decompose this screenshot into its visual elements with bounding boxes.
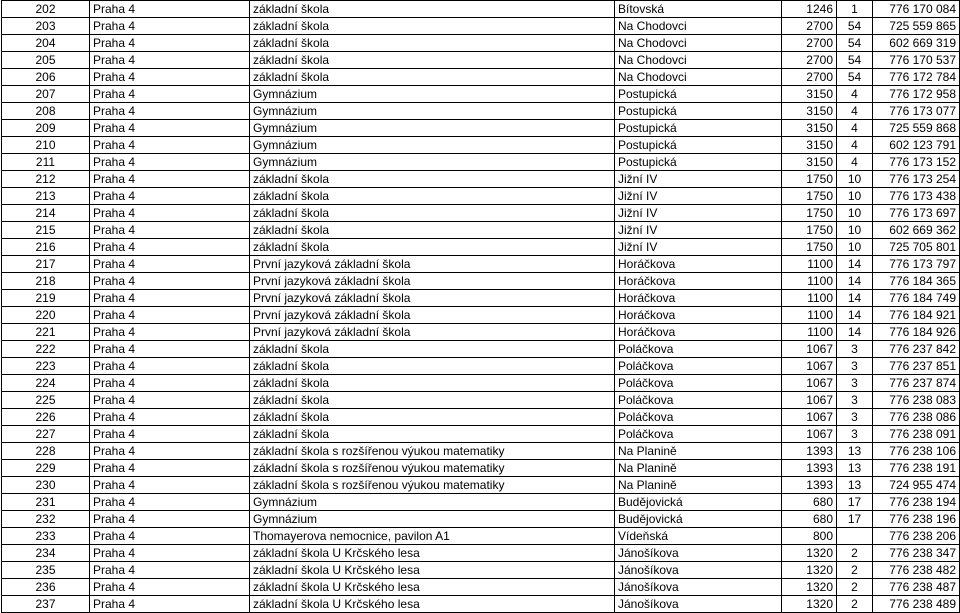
orientation-number-cell: 13: [837, 477, 873, 494]
house-number-cell: 1750: [782, 171, 837, 188]
institution-cell: základní škola s rozšířenou výukou matematiky: [250, 460, 615, 477]
institution-cell: základní škola: [250, 69, 615, 86]
row-id-cell: 215: [2, 222, 90, 239]
street-cell: Jánošíkova: [615, 562, 782, 579]
city-cell: Praha 4: [90, 205, 250, 222]
street-cell: Jižní IV: [615, 239, 782, 256]
house-number-cell: 1067: [782, 375, 837, 392]
city-cell: Praha 4: [90, 52, 250, 69]
house-number-cell: 1750: [782, 222, 837, 239]
table-row: [2, 273, 960, 290]
street-cell: Na Chodovci: [615, 69, 782, 86]
street-cell: Horáčkova: [615, 307, 782, 324]
house-number-cell: 2700: [782, 69, 837, 86]
row-id-cell: 227: [2, 426, 90, 443]
phone-cell: 776 173 438: [873, 188, 960, 205]
institution-cell: základní škola: [250, 341, 615, 358]
street-cell: Jánošíkova: [615, 545, 782, 562]
street-cell: Jižní IV: [615, 222, 782, 239]
table-row: [2, 290, 960, 307]
orientation-number-cell: 3: [837, 375, 873, 392]
orientation-number-cell: 2: [837, 545, 873, 562]
institution-cell: základní škola: [250, 18, 615, 35]
institution-cell: První jazyková základní škola: [250, 256, 615, 273]
row-id-cell: 235: [2, 562, 90, 579]
table-row: [2, 1, 960, 18]
phone-cell: 776 172 784: [873, 69, 960, 86]
phone-cell: 776 173 697: [873, 205, 960, 222]
phone-cell: 725 559 868: [873, 120, 960, 137]
city-cell: Praha 4: [90, 256, 250, 273]
city-cell: Praha 4: [90, 137, 250, 154]
city-cell: Praha 4: [90, 341, 250, 358]
phone-cell: 776 237 874: [873, 375, 960, 392]
city-cell: Praha 4: [90, 1, 250, 18]
institution-cell: základní škola: [250, 358, 615, 375]
institution-cell: První jazyková základní škola: [250, 324, 615, 341]
street-cell: Poláčkova: [615, 358, 782, 375]
house-number-cell: 1100: [782, 307, 837, 324]
phone-cell: 776 173 152: [873, 154, 960, 171]
phone-cell: 725 559 865: [873, 18, 960, 35]
table-row: [2, 154, 960, 171]
row-id-cell: 211: [2, 154, 90, 171]
table-row: [2, 35, 960, 52]
city-cell: Praha 4: [90, 528, 250, 545]
house-number-cell: 1100: [782, 256, 837, 273]
street-cell: Horáčkova: [615, 273, 782, 290]
institution-cell: základní škola: [250, 205, 615, 222]
table-body: [2, 1, 960, 613]
city-cell: Praha 4: [90, 307, 250, 324]
house-number-cell: 1067: [782, 392, 837, 409]
table-row: [2, 69, 960, 86]
institution-cell: základní škola: [250, 375, 615, 392]
institution-cell: základní škola: [250, 222, 615, 239]
orientation-number-cell: 10: [837, 188, 873, 205]
row-id-cell: 210: [2, 137, 90, 154]
row-id-cell: 209: [2, 120, 90, 137]
city-cell: Praha 4: [90, 545, 250, 562]
table-row: [2, 86, 960, 103]
row-id-cell: 234: [2, 545, 90, 562]
city-cell: Praha 4: [90, 392, 250, 409]
city-cell: Praha 4: [90, 222, 250, 239]
phone-cell: 602 669 319: [873, 35, 960, 52]
street-cell: Budějovická: [615, 494, 782, 511]
row-id-cell: 219: [2, 290, 90, 307]
orientation-number-cell: 4: [837, 120, 873, 137]
street-cell: Na Planině: [615, 477, 782, 494]
house-number-cell: 1750: [782, 188, 837, 205]
row-id-cell: 203: [2, 18, 90, 35]
phone-cell: 776 238 191: [873, 460, 960, 477]
orientation-number-cell: 1: [837, 1, 873, 18]
phone-cell: 776 173 797: [873, 256, 960, 273]
table-row: [2, 494, 960, 511]
row-id-cell: 224: [2, 375, 90, 392]
street-cell: Postupická: [615, 86, 782, 103]
table-row: [2, 426, 960, 443]
table-row: [2, 375, 960, 392]
phone-cell: 776 237 842: [873, 341, 960, 358]
orientation-number-cell: 14: [837, 273, 873, 290]
table-row: [2, 307, 960, 324]
house-number-cell: 680: [782, 511, 837, 528]
orientation-number-cell: 13: [837, 443, 873, 460]
house-number-cell: 1067: [782, 358, 837, 375]
house-number-cell: 2700: [782, 52, 837, 69]
house-number-cell: 1750: [782, 205, 837, 222]
street-cell: Budějovická: [615, 511, 782, 528]
house-number-cell: 1067: [782, 409, 837, 426]
house-number-cell: 3150: [782, 120, 837, 137]
house-number-cell: 3150: [782, 154, 837, 171]
phone-cell: 776 238 482: [873, 562, 960, 579]
row-id-cell: 223: [2, 358, 90, 375]
house-number-cell: 2700: [782, 35, 837, 52]
city-cell: Praha 4: [90, 494, 250, 511]
table-row: [2, 477, 960, 494]
orientation-number-cell: 54: [837, 18, 873, 35]
institution-cell: Gymnázium: [250, 154, 615, 171]
row-id-cell: 221: [2, 324, 90, 341]
orientation-number-cell: 10: [837, 222, 873, 239]
institution-cell: První jazyková základní škola: [250, 307, 615, 324]
phone-cell: 776 238 091: [873, 426, 960, 443]
table-row: [2, 562, 960, 579]
table-row: [2, 256, 960, 273]
institution-cell: základní škola: [250, 1, 615, 18]
street-cell: Poláčkova: [615, 392, 782, 409]
street-cell: Na Chodovci: [615, 18, 782, 35]
row-id-cell: 217: [2, 256, 90, 273]
phone-cell: 776 238 347: [873, 545, 960, 562]
street-cell: Horáčkova: [615, 290, 782, 307]
institution-cell: základní škola: [250, 35, 615, 52]
row-id-cell: 202: [2, 1, 90, 18]
orientation-number-cell: 10: [837, 205, 873, 222]
table-row: [2, 324, 960, 341]
phone-cell: 776 238 487: [873, 579, 960, 596]
city-cell: Praha 4: [90, 120, 250, 137]
city-cell: Praha 4: [90, 35, 250, 52]
city-cell: Praha 4: [90, 409, 250, 426]
orientation-number-cell: 3: [837, 358, 873, 375]
institution-cell: Gymnázium: [250, 103, 615, 120]
house-number-cell: 3150: [782, 103, 837, 120]
city-cell: Praha 4: [90, 511, 250, 528]
street-cell: Na Chodovci: [615, 52, 782, 69]
street-cell: Postupická: [615, 103, 782, 120]
city-cell: Praha 4: [90, 562, 250, 579]
city-cell: Praha 4: [90, 324, 250, 341]
institution-cell: První jazyková základní škola: [250, 290, 615, 307]
row-id-cell: 232: [2, 511, 90, 528]
city-cell: Praha 4: [90, 477, 250, 494]
row-id-cell: 205: [2, 52, 90, 69]
row-id-cell: 225: [2, 392, 90, 409]
street-cell: Postupická: [615, 137, 782, 154]
institution-cell: základní škola U Krčského lesa: [250, 562, 615, 579]
street-cell: Poláčkova: [615, 426, 782, 443]
house-number-cell: 1100: [782, 273, 837, 290]
row-id-cell: 216: [2, 239, 90, 256]
table-row: [2, 239, 960, 256]
row-id-cell: 231: [2, 494, 90, 511]
institution-cell: základní škola: [250, 239, 615, 256]
house-number-cell: 800: [782, 528, 837, 545]
institution-cell: základní škola: [250, 52, 615, 69]
row-id-cell: 204: [2, 35, 90, 52]
city-cell: Praha 4: [90, 171, 250, 188]
street-cell: Vídeňská: [615, 528, 782, 545]
street-cell: Jánošíkova: [615, 596, 782, 613]
institution-cell: Gymnázium: [250, 86, 615, 103]
house-number-cell: 1393: [782, 460, 837, 477]
row-id-cell: 208: [2, 103, 90, 120]
house-number-cell: 1393: [782, 477, 837, 494]
table-row: [2, 409, 960, 426]
orientation-number-cell: 3: [837, 426, 873, 443]
phone-cell: 776 238 196: [873, 511, 960, 528]
institution-cell: základní škola: [250, 188, 615, 205]
table-row: [2, 222, 960, 239]
city-cell: Praha 4: [90, 69, 250, 86]
street-cell: Bítovská: [615, 1, 782, 18]
orientation-number-cell: 17: [837, 494, 873, 511]
institution-cell: základní škola: [250, 409, 615, 426]
institution-cell: Gymnázium: [250, 511, 615, 528]
house-number-cell: 1100: [782, 290, 837, 307]
institution-cell: základní škola: [250, 392, 615, 409]
city-cell: Praha 4: [90, 290, 250, 307]
street-cell: Jánošíkova: [615, 579, 782, 596]
institution-cell: základní škola: [250, 426, 615, 443]
house-number-cell: 1750: [782, 239, 837, 256]
street-cell: Jižní IV: [615, 205, 782, 222]
phone-cell: 776 238 194: [873, 494, 960, 511]
orientation-number-cell: 2: [837, 562, 873, 579]
phone-cell: 776 238 206: [873, 528, 960, 545]
city-cell: Praha 4: [90, 103, 250, 120]
row-id-cell: 218: [2, 273, 90, 290]
house-number-cell: 1393: [782, 443, 837, 460]
orientation-number-cell: 2: [837, 596, 873, 613]
street-cell: Jižní IV: [615, 171, 782, 188]
phone-cell: 776 184 365: [873, 273, 960, 290]
table-row: [2, 545, 960, 562]
institution-cell: základní škola: [250, 171, 615, 188]
phone-cell: 776 170 537: [873, 52, 960, 69]
orientation-number-cell: 3: [837, 341, 873, 358]
city-cell: Praha 4: [90, 154, 250, 171]
street-cell: Postupická: [615, 154, 782, 171]
house-number-cell: 2700: [782, 18, 837, 35]
row-id-cell: 220: [2, 307, 90, 324]
institution-cell: základní škola U Krčského lesa: [250, 596, 615, 613]
table-row: [2, 443, 960, 460]
house-number-cell: 1320: [782, 545, 837, 562]
city-cell: Praha 4: [90, 596, 250, 613]
orientation-number-cell: 2: [837, 579, 873, 596]
orientation-number-cell: 10: [837, 239, 873, 256]
institution-cell: základní škola s rozšířenou výukou matematiky: [250, 443, 615, 460]
orientation-number-cell: 4: [837, 103, 873, 120]
row-id-cell: 222: [2, 341, 90, 358]
city-cell: Praha 4: [90, 86, 250, 103]
institution-cell: základní škola s rozšířenou výukou matematiky: [250, 477, 615, 494]
street-cell: Horáčkova: [615, 256, 782, 273]
row-id-cell: 206: [2, 69, 90, 86]
orientation-number-cell: 3: [837, 392, 873, 409]
phone-cell: 776 238 106: [873, 443, 960, 460]
phone-cell: 776 184 749: [873, 290, 960, 307]
phone-cell: 776 184 926: [873, 324, 960, 341]
phone-cell: 776 172 958: [873, 86, 960, 103]
street-cell: Poláčkova: [615, 341, 782, 358]
table-row: [2, 188, 960, 205]
city-cell: Praha 4: [90, 460, 250, 477]
house-number-cell: 3150: [782, 137, 837, 154]
row-id-cell: 237: [2, 596, 90, 613]
street-cell: Postupická: [615, 120, 782, 137]
street-cell: Jižní IV: [615, 188, 782, 205]
row-id-cell: 212: [2, 171, 90, 188]
orientation-number-cell: [837, 528, 873, 545]
orientation-number-cell: 54: [837, 52, 873, 69]
orientation-number-cell: 10: [837, 171, 873, 188]
table-row: [2, 103, 960, 120]
orientation-number-cell: 54: [837, 35, 873, 52]
phone-cell: 776 238 086: [873, 409, 960, 426]
street-cell: Na Chodovci: [615, 35, 782, 52]
orientation-number-cell: 14: [837, 307, 873, 324]
table-row: [2, 205, 960, 222]
orientation-number-cell: 4: [837, 154, 873, 171]
orientation-number-cell: 3: [837, 409, 873, 426]
phone-cell: 602 669 362: [873, 222, 960, 239]
city-cell: Praha 4: [90, 273, 250, 290]
institution-cell: Thomayerova nemocnice, pavilon A1: [250, 528, 615, 545]
city-cell: Praha 4: [90, 375, 250, 392]
table-row: [2, 579, 960, 596]
table-row: [2, 52, 960, 69]
table-row: [2, 18, 960, 35]
row-id-cell: 233: [2, 528, 90, 545]
phone-cell: 724 955 474: [873, 477, 960, 494]
street-cell: Poláčkova: [615, 375, 782, 392]
orientation-number-cell: 4: [837, 137, 873, 154]
city-cell: Praha 4: [90, 579, 250, 596]
house-number-cell: 680: [782, 494, 837, 511]
orientation-number-cell: 14: [837, 256, 873, 273]
table-row: [2, 137, 960, 154]
row-id-cell: 230: [2, 477, 90, 494]
phone-cell: 776 173 077: [873, 103, 960, 120]
table-row: [2, 171, 960, 188]
city-cell: Praha 4: [90, 188, 250, 205]
institution-cell: Gymnázium: [250, 494, 615, 511]
city-cell: Praha 4: [90, 18, 250, 35]
table-row: [2, 511, 960, 528]
street-cell: Na Planině: [615, 460, 782, 477]
table-row: [2, 460, 960, 477]
table-row: [2, 528, 960, 545]
orientation-number-cell: 14: [837, 290, 873, 307]
orientation-number-cell: 14: [837, 324, 873, 341]
institution-cell: Gymnázium: [250, 137, 615, 154]
house-number-cell: 1100: [782, 324, 837, 341]
table-row: [2, 341, 960, 358]
house-number-cell: 1067: [782, 341, 837, 358]
phone-cell: 725 705 801: [873, 239, 960, 256]
phone-cell: 776 184 921: [873, 307, 960, 324]
city-cell: Praha 4: [90, 358, 250, 375]
street-cell: Na Planině: [615, 443, 782, 460]
phone-cell: 776 173 254: [873, 171, 960, 188]
orientation-number-cell: 13: [837, 460, 873, 477]
institution-cell: základní škola U Krčského lesa: [250, 545, 615, 562]
row-id-cell: 213: [2, 188, 90, 205]
row-id-cell: 236: [2, 579, 90, 596]
phone-cell: 776 238 083: [873, 392, 960, 409]
house-number-cell: 1067: [782, 426, 837, 443]
street-cell: Horáčkova: [615, 324, 782, 341]
row-id-cell: 207: [2, 86, 90, 103]
row-id-cell: 226: [2, 409, 90, 426]
row-id-cell: 229: [2, 460, 90, 477]
data-table: [1, 0, 960, 613]
orientation-number-cell: 4: [837, 86, 873, 103]
table-row: [2, 358, 960, 375]
phone-cell: 776 238 489: [873, 596, 960, 613]
row-id-cell: 214: [2, 205, 90, 222]
house-number-cell: 1320: [782, 579, 837, 596]
house-number-cell: 3150: [782, 86, 837, 103]
phone-cell: 776 237 851: [873, 358, 960, 375]
table-row: [2, 120, 960, 137]
row-id-cell: 228: [2, 443, 90, 460]
house-number-cell: 1320: [782, 562, 837, 579]
institution-cell: První jazyková základní škola: [250, 273, 615, 290]
table-row: [2, 392, 960, 409]
orientation-number-cell: 17: [837, 511, 873, 528]
street-cell: Poláčkova: [615, 409, 782, 426]
house-number-cell: 1246: [782, 1, 837, 18]
city-cell: Praha 4: [90, 443, 250, 460]
institution-cell: Gymnázium: [250, 120, 615, 137]
city-cell: Praha 4: [90, 239, 250, 256]
city-cell: Praha 4: [90, 426, 250, 443]
orientation-number-cell: 54: [837, 69, 873, 86]
table-row: [2, 596, 960, 613]
house-number-cell: 1320: [782, 596, 837, 613]
phone-cell: 776 170 084: [873, 1, 960, 18]
institution-cell: základní škola U Krčského lesa: [250, 579, 615, 596]
phone-cell: 602 123 791: [873, 137, 960, 154]
